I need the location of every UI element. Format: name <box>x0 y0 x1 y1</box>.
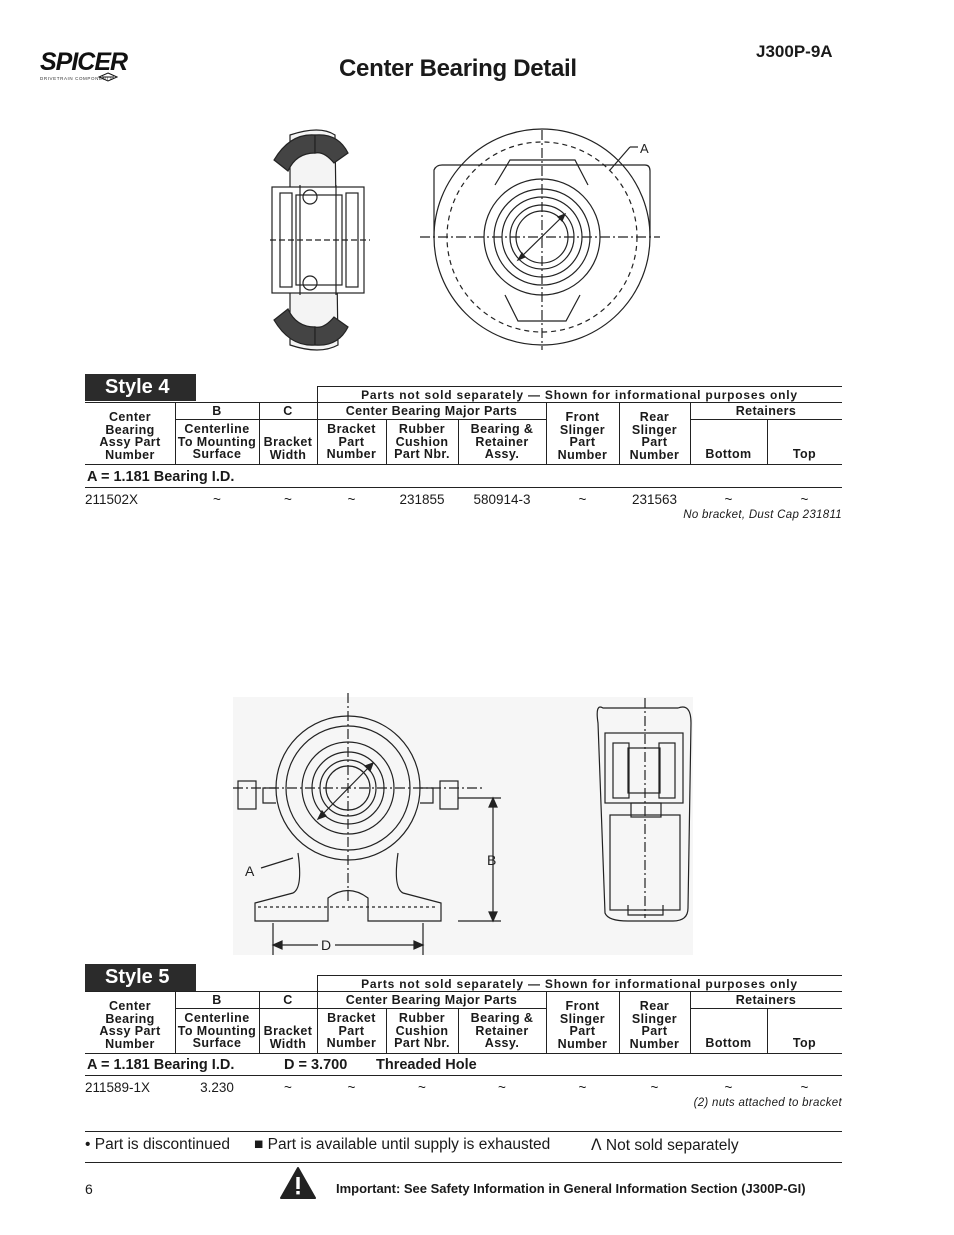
hdr-center-bearing: Center Bearing Assy Part Number <box>99 999 161 1051</box>
cell-top: ~ <box>800 1080 809 1095</box>
hdr-rear-slinger: Rear Slinger Part Number <box>629 999 680 1051</box>
hdr-bracket-part: Bracket Part Number <box>326 422 377 461</box>
major-parts-header: Center Bearing Major Parts <box>345 993 518 1007</box>
hdr-bearing-retainer: Bearing & Retainer Assy. <box>470 422 534 461</box>
cell-bracket: ~ <box>347 1080 356 1095</box>
hdr-front-slinger: Front Slinger Part Number <box>557 999 608 1051</box>
style5-note: (2) nuts attached to bracket <box>693 1097 842 1109</box>
style4-label: Style 4 <box>85 374 196 401</box>
style4-bearing-drawing <box>260 125 660 355</box>
page-number: 6 <box>85 1181 93 1197</box>
hdr-front-slinger: Front Slinger Part Number <box>557 410 608 462</box>
cell-rear: ~ <box>650 1080 659 1095</box>
cell-part: 211589-1X <box>85 1080 151 1095</box>
cell-rubber: ~ <box>418 1080 426 1095</box>
cell-front: ~ <box>578 492 587 507</box>
col-c-header: C <box>283 404 293 418</box>
cell-b: ~ <box>213 492 221 507</box>
hdr-rubber-cushion: Rubber Cushion Part Nbr. <box>394 1011 450 1050</box>
logo-subtitle: DRIVETRAIN COMPONENTS <box>40 76 114 81</box>
style5-label: Style 5 <box>85 964 196 991</box>
col-b-header: B <box>212 993 222 1007</box>
spicer-logo <box>38 38 128 88</box>
legend-discontinued: • Part is discontinued <box>85 1136 231 1153</box>
hdr-bottom: Bottom <box>705 447 752 461</box>
cell-bracket: ~ <box>347 492 356 507</box>
col-c-header: C <box>283 993 293 1007</box>
cell-top: ~ <box>800 492 809 507</box>
page-title: Center Bearing Detail <box>339 55 577 82</box>
retainers-header: Retainers <box>735 993 797 1007</box>
cell-b: 3.230 <box>200 1080 234 1095</box>
hdr-bracket-width: Bracket Width <box>263 435 313 462</box>
retainers-header: Retainers <box>735 404 797 418</box>
cell-part: 211502X <box>85 492 139 507</box>
legend-not-sold: ᐱ Not sold separately <box>591 1137 739 1154</box>
hdr-bracket-part: Bracket Part Number <box>326 1011 377 1050</box>
style4-note: No bracket, Dust Cap 231811 <box>683 509 842 521</box>
hdr-centerline: Centerline To Mounting Surface <box>177 1011 257 1050</box>
cell-rubber: 231855 <box>399 492 445 507</box>
cell-bottom: ~ <box>724 1080 733 1095</box>
cell-rear: 231563 <box>631 492 678 507</box>
doc-code: J300P-9A <box>756 42 833 61</box>
legend-exhausted: ■ Part is available until supply is exhausted <box>254 1136 551 1153</box>
label-b: B <box>487 852 497 868</box>
cell-c: ~ <box>284 1080 292 1095</box>
major-parts-header: Center Bearing Major Parts <box>345 404 518 418</box>
cell-bearing: 580914-3 <box>473 492 531 507</box>
hdr-bracket-width: Bracket Width <box>263 1024 313 1051</box>
style4-section: A = 1.181 Bearing I.D. <box>87 469 235 485</box>
hdr-rear-slinger: Rear Slinger Part Number <box>629 410 680 462</box>
warning-icon <box>280 1166 316 1200</box>
col-b-header: B <box>212 404 222 418</box>
not-sold-header: Parts not sold separately — Shown for informational purposes only <box>361 977 798 991</box>
hdr-bottom: Bottom <box>705 1036 752 1050</box>
logo-text: SPICER <box>40 48 128 76</box>
cell-front: ~ <box>578 1080 587 1095</box>
hdr-center-bearing: Center Bearing Assy Part Number <box>99 410 161 462</box>
diamond-icon <box>98 72 118 82</box>
hdr-centerline: Centerline To Mounting Surface <box>177 422 257 461</box>
label-a: A <box>245 863 255 879</box>
style5-section-hole: Threaded Hole <box>376 1057 477 1073</box>
hdr-top: Top <box>792 447 817 461</box>
cell-c: ~ <box>284 492 292 507</box>
style5-section-a: A = 1.181 Bearing I.D. <box>87 1057 235 1073</box>
important-note: Important: See Safety Information in General Information Section (J300P-GI) <box>336 1181 806 1196</box>
style5-bearing-drawing <box>233 693 693 958</box>
label-a: A <box>640 141 649 156</box>
style5-section-d: D = 3.700 <box>284 1057 348 1073</box>
cell-bottom: ~ <box>724 492 733 507</box>
hdr-top: Top <box>792 1036 817 1050</box>
not-sold-header: Parts not sold separately — Shown for informational purposes only <box>361 388 798 402</box>
hdr-bearing-retainer: Bearing & Retainer Assy. <box>470 1011 534 1050</box>
hdr-rubber-cushion: Rubber Cushion Part Nbr. <box>394 422 450 461</box>
label-d: D <box>321 937 332 953</box>
cell-bearing: ~ <box>498 1080 506 1095</box>
